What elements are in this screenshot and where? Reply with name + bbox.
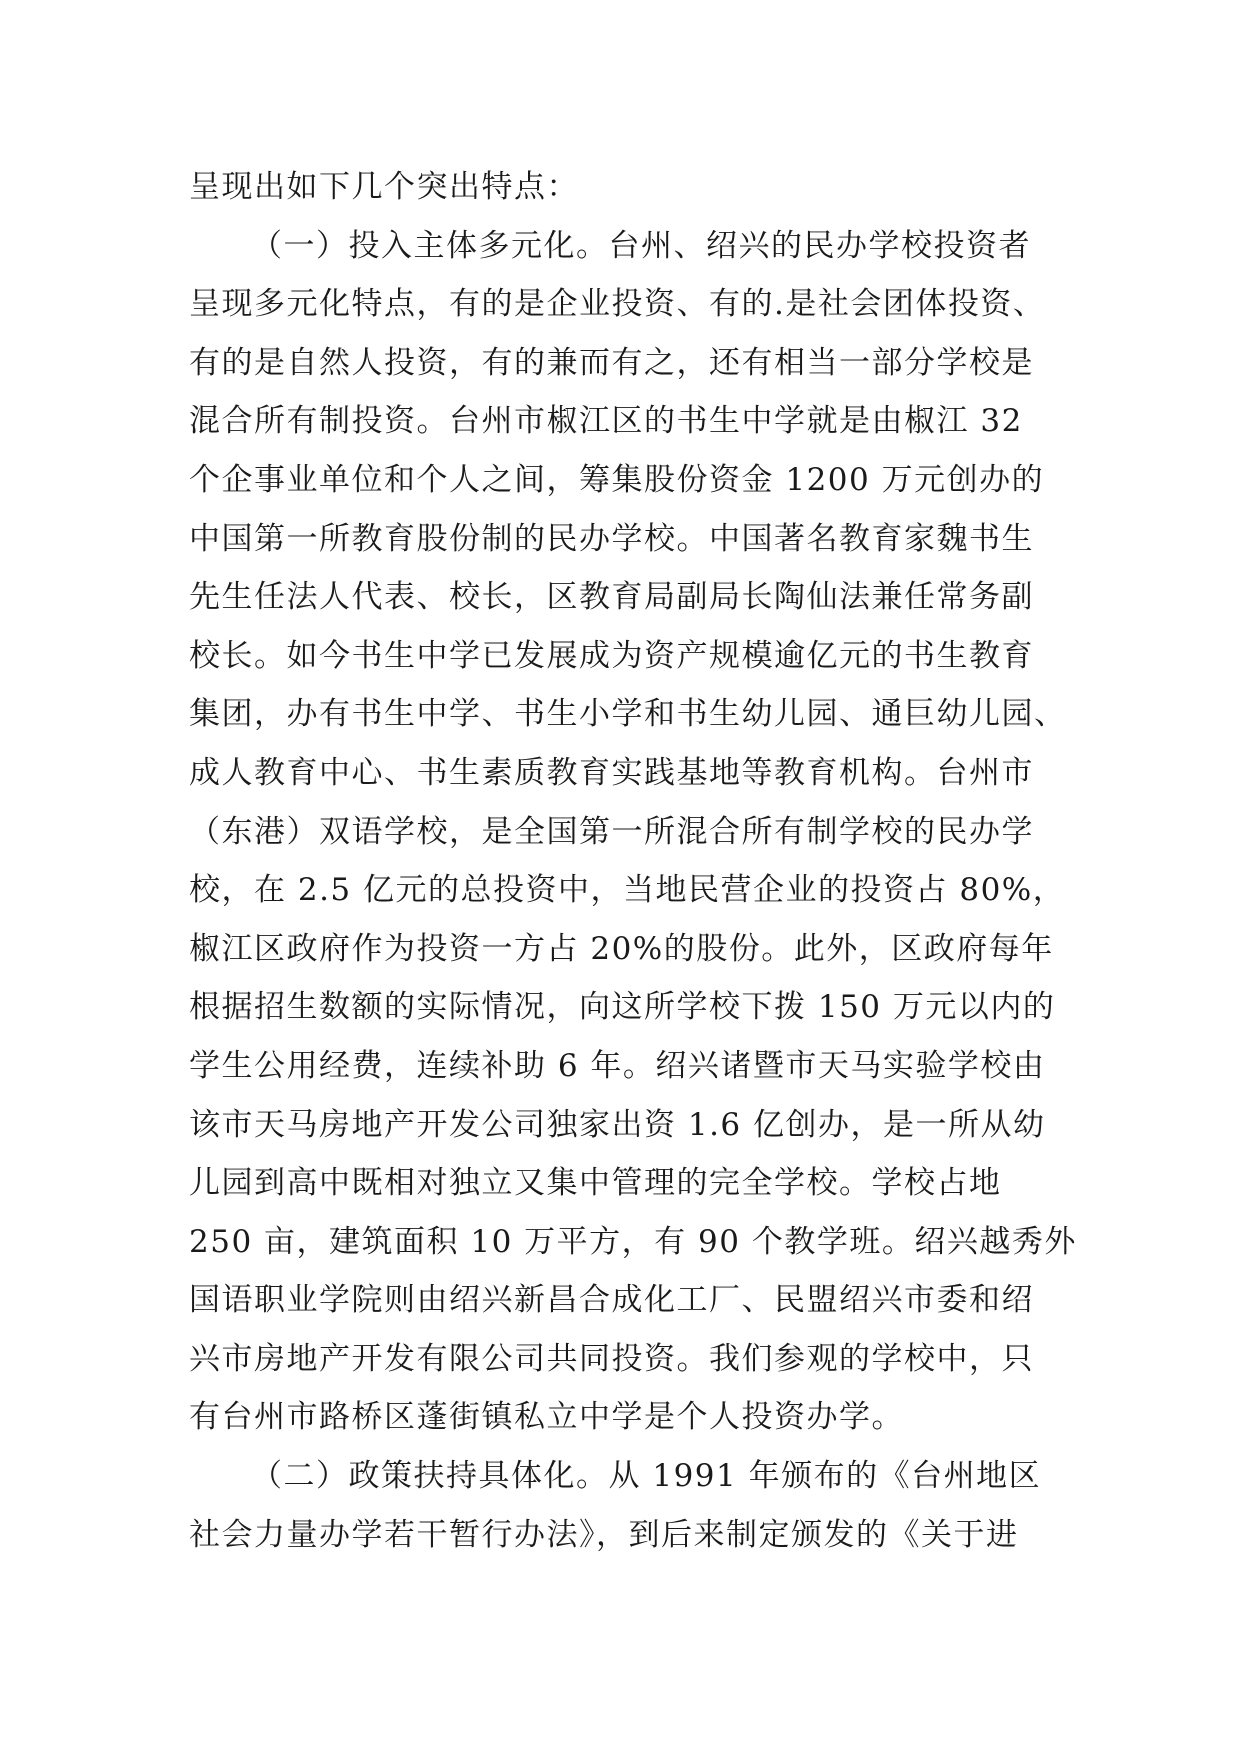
text-line: 呈现多元化特点，有的是企业投资、有的.是社会团体投资、 bbox=[189, 286, 1046, 323]
text-line: 250 亩，建筑面积 10 万平方，有 90 个教学班。绍兴越秀外 bbox=[189, 1223, 1077, 1260]
text-line: 中国第一所教育股份制的民办学校。中国著名教育家魏书生 bbox=[189, 520, 1034, 557]
text-line: 个企事业单位和个人之间，筹集股份资金 1200 万元创办的 bbox=[189, 461, 1045, 498]
text-line: （东港）双语学校，是全国第一所混合所有制学校的民办学 bbox=[189, 813, 1034, 850]
body-text bbox=[189, 158, 1077, 1564]
text-line: 有台州市路桥区蓬街镇私立中学是个人投资办学。 bbox=[189, 1399, 904, 1436]
text-line: 有的是自然人投资，有的兼而有之，还有相当一部分学校是 bbox=[189, 344, 1034, 381]
text-line: 校，在 2.5 亿元的总投资中，当地民营企业的投资占 80%， bbox=[189, 872, 1066, 909]
text-line: 国语职业学院则由绍兴新昌合成化工厂、民盟绍兴市委和绍 bbox=[189, 1282, 1034, 1319]
text-line: 椒江区政府作为投资一方占 20%的股份。此外，区政府每年 bbox=[189, 930, 1054, 967]
text-line: 该市天马房地产开发公司独家出资 1.6 亿创办，是一所从幼 bbox=[189, 1106, 1046, 1143]
text-line: 社会力量办学若干暂行办法》，到后来制定颁发的《关于进 bbox=[189, 1516, 1019, 1553]
text-line: 兴市房地产开发有限公司共同投资。我们参观的学校中，只 bbox=[189, 1340, 1034, 1377]
text-line: 混合所有制投资。台州市椒江区的书生中学就是由椒江 32 bbox=[189, 403, 1023, 440]
text-line: 校长。如今书生中学已发展成为资产规模逾亿元的书生教育 bbox=[189, 637, 1034, 674]
text-line: 呈现出如下几个突出特点： bbox=[189, 169, 579, 205]
text-line: 成人教育中心、书生素质教育实践基地等教育机构。台州市 bbox=[189, 754, 1034, 791]
text-line: （一）投入主体多元化。台州、绍兴的民办学校投资者 bbox=[251, 227, 1031, 264]
text-line: 根据招生数额的实际情况，向这所学校下拨 150 万元以内的 bbox=[189, 989, 1056, 1026]
text-line: 集团，办有书生中学、书生小学和书生幼儿园、通巨幼儿园、 bbox=[189, 696, 1067, 733]
text-line: 先生任法人代表、校长，区教育局副局长陶仙法兼任常务副 bbox=[189, 579, 1034, 616]
text-line: 儿园到高中既相对独立又集中管理的完全学校。学校占地 bbox=[189, 1165, 1002, 1202]
text-line: （二）政策扶持具体化。从 1991 年颁布的《台州地区 bbox=[251, 1458, 1042, 1495]
text-line: 学生公用经费，连续补助 6 年。绍兴诸暨市天马实验学校由 bbox=[189, 1047, 1046, 1084]
